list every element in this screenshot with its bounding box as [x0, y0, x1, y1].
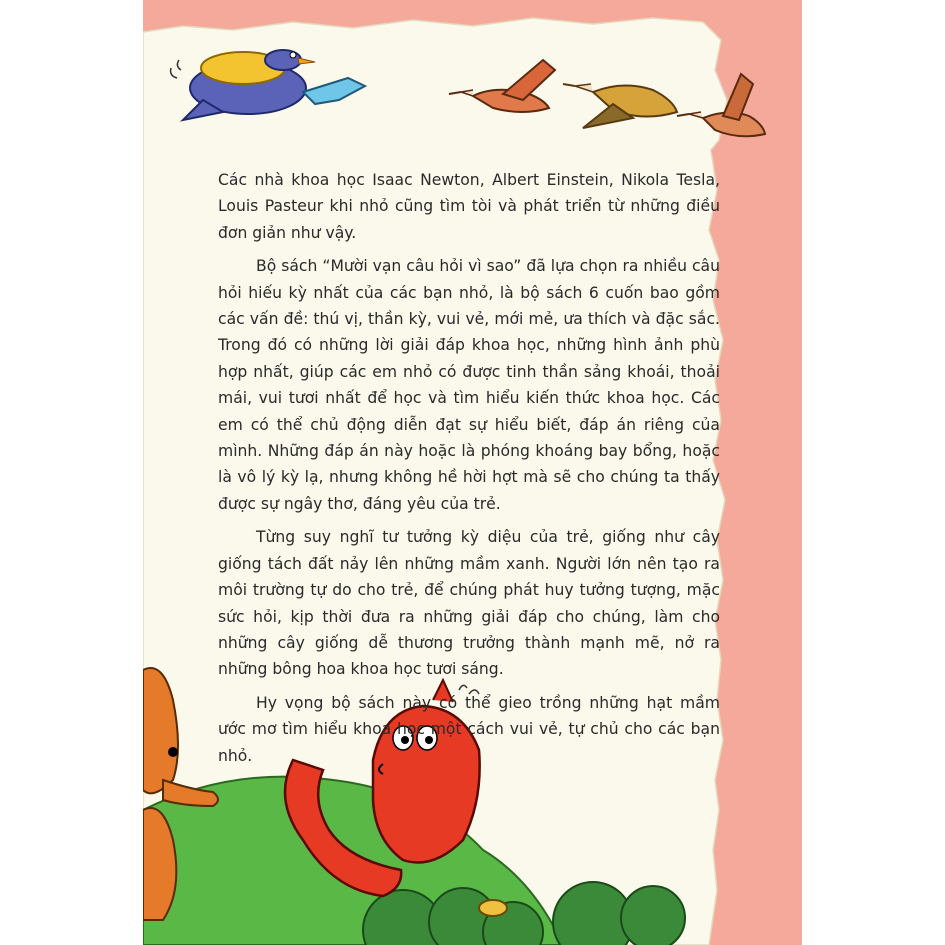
blue-bird-icon [171, 50, 365, 120]
goose-icon [563, 84, 677, 128]
paragraph-1: Các nhà khoa học Isaac Newton, Albert Einstein, Nikola Tesla, Louis Pasteur khi nhỏ cũng tìm tòi và phát triển từ những điều đơn giản như vậy. [218, 171, 720, 242]
bush-icon [553, 882, 685, 945]
nut-icon [479, 900, 507, 916]
paragraph-3: Từng suy nghĩ tư tưởng kỳ diệu của trẻ, giống như cây giống tách đất nảy lên những mầm xanh. Người lớn nên tạo ra môi trường tự do cho trẻ, để chúng phát huy tưởng tượng, mặc sức hỏi, kịp thời đưa ra những giải đáp cho chúng, làm cho những cây giống dễ thương trưởng thành mạnh mẽ, nở ra những bông hoa khoa học tươi sáng. [218, 528, 720, 679]
goose-icon [677, 74, 765, 136]
flying-birds-illustration [143, 0, 802, 160]
goose-icon [449, 60, 555, 112]
paragraph-2: Bộ sách “Mười vạn câu hỏi vì sao” đã lựa chọn ra nhiều câu hỏi hiếu kỳ nhất của các bạn nhỏ, là bộ sách 6 cuốn bao gồm các vấn đề: thú vị, thần kỳ, vui vẻ, mới mẻ, ưa thích và đặc sắc. Trong đó có những lời giải đáp khoa học, những hình ảnh phù hợp nhất, giúp các em nhỏ có được tinh thần sảng khoái, thoải mái, vui tươi nhất để học và tìm hiểu kiến thức khoa học. Các em có thể chủ động diễn đạt sự hiểu biết, đáp án riêng của mình. Những đáp án này hoặc là phóng khoáng bay bổng, hoặc là vô lý kỳ lạ, nhưng không hề hời hợt mà sẽ cho chúng ta thấy được sự ngây thơ, đáng yêu của trẻ. [218, 257, 720, 513]
paragraph-4: Hy vọng bộ sách này có thể gieo trồng những hạt mầm ước mơ tìm hiểu khoa học một cách vui vẻ, tự chủ cho các bạn nhỏ. [218, 693, 720, 765]
body-text [218, 167, 720, 776]
